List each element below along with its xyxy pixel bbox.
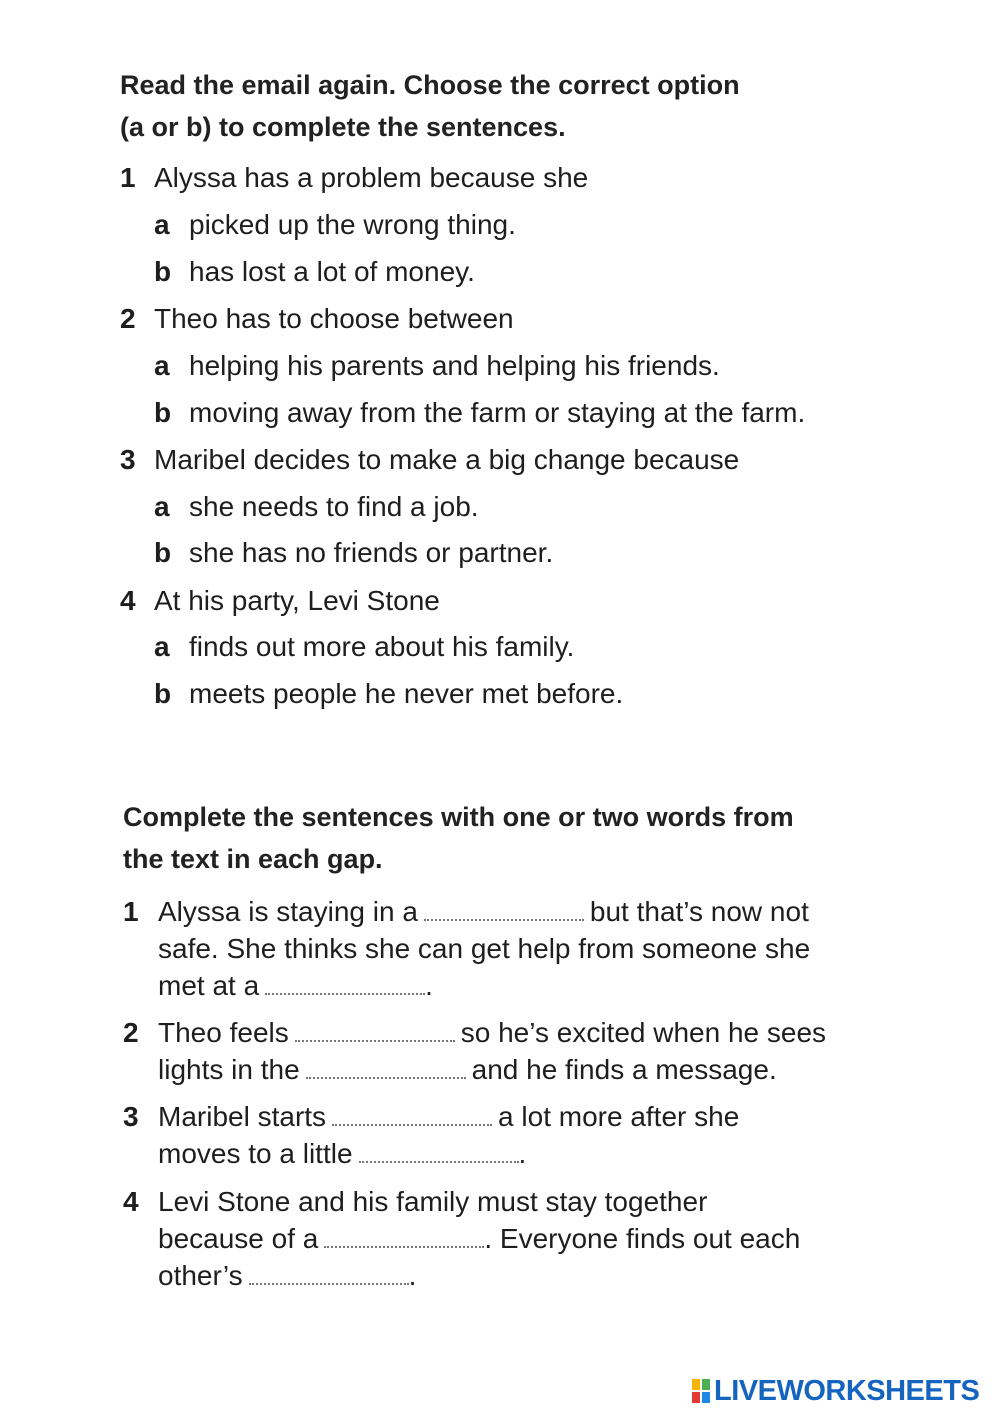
- option-text: finds out more about his family.: [189, 631, 575, 662]
- item-text: but that’s now not: [589, 896, 809, 927]
- item-line: [158, 1183, 707, 1221]
- option-text: helping his parents and helping his friends.: [189, 350, 720, 381]
- item-line: [158, 1051, 777, 1089]
- answer-gap[interactable]: [295, 1038, 455, 1042]
- item-line: [158, 893, 809, 931]
- question-number: 2: [120, 303, 136, 334]
- item-text: .: [408, 1260, 417, 1291]
- item-line: [158, 1135, 526, 1173]
- option-letter-b: b: [154, 256, 172, 287]
- item-text: safe. She thinks she can get help from someone she: [158, 933, 811, 964]
- option-letter-b: b: [154, 397, 172, 428]
- item-text: . Everyone finds out each: [484, 1223, 801, 1254]
- part1-heading: [120, 64, 740, 148]
- item-text: other’s: [158, 1260, 243, 1291]
- question-number: 3: [120, 444, 136, 475]
- item-text: because of a: [158, 1223, 319, 1254]
- item-line: [158, 1098, 739, 1136]
- liveworksheets-logo[interactable]: [692, 1374, 979, 1408]
- option-letter-b: b: [154, 537, 172, 568]
- part2-heading-line2: the text in each gap.: [123, 844, 383, 874]
- item-text: .: [425, 970, 433, 1001]
- part1-heading-line2: (a or b) to complete the sentences.: [120, 112, 566, 142]
- question-number: 4: [120, 585, 136, 616]
- item-line: [158, 1257, 416, 1295]
- item-text: Maribel starts: [158, 1101, 327, 1132]
- part2-heading-line1: Complete the sentences with one or two words from: [123, 802, 794, 832]
- item-number: 4: [123, 1186, 139, 1217]
- option-text: has lost a lot of money.: [189, 256, 475, 287]
- option-text: meets people he never met before.: [189, 678, 624, 709]
- item-text: Theo feels: [158, 1017, 289, 1048]
- item-text: .: [518, 1138, 527, 1169]
- item-number: 2: [123, 1017, 139, 1048]
- answer-gap[interactable]: [249, 1281, 409, 1285]
- question-stem: At his party, Levi Stone: [154, 585, 440, 616]
- item-line: [158, 1220, 800, 1258]
- question-stem: Theo has to choose between: [154, 303, 514, 334]
- item-text: so he’s excited when he sees: [460, 1017, 827, 1048]
- item-text: moves to a little: [158, 1138, 353, 1169]
- question-stem: Maribel decides to make a big change because: [154, 444, 740, 475]
- question-number: 1: [120, 162, 136, 193]
- item-text: and he finds a message.: [471, 1054, 777, 1085]
- liveworksheets-logo-text: LIVEWORKSHEETS: [714, 1374, 980, 1407]
- option-letter-a: a: [154, 209, 170, 240]
- item-line: [158, 1014, 826, 1052]
- item-text: a lot more after she: [498, 1101, 740, 1132]
- option-text: moving away from the farm or staying at the farm.: [189, 397, 806, 428]
- option-text: picked up the wrong thing.: [189, 209, 516, 240]
- answer-gap[interactable]: [265, 991, 425, 995]
- liveworksheets-logo-icon: [692, 1379, 710, 1403]
- option-text: she has no friends or partner.: [189, 537, 554, 568]
- part1-heading-line1: Read the email again. Choose the correct option: [120, 70, 740, 100]
- item-line: [158, 967, 433, 1005]
- item-number: 3: [123, 1101, 139, 1132]
- answer-gap[interactable]: [306, 1075, 466, 1079]
- option-letter-a: a: [154, 350, 170, 381]
- answer-gap[interactable]: [424, 917, 584, 921]
- answer-gap[interactable]: [332, 1122, 492, 1126]
- question-stem: Alyssa has a problem because she: [154, 162, 589, 193]
- answer-gap[interactable]: [324, 1244, 484, 1248]
- item-text: lights in the: [158, 1054, 300, 1085]
- item-number: 1: [123, 896, 139, 927]
- answer-gap[interactable]: [359, 1159, 519, 1163]
- item-text: Levi Stone and his family must stay together: [158, 1186, 708, 1217]
- option-letter-a: a: [154, 631, 170, 662]
- item-line: [158, 930, 810, 968]
- part2-heading: [123, 796, 794, 880]
- option-text: she needs to find a job.: [189, 491, 479, 522]
- option-letter-a: a: [154, 491, 170, 522]
- option-letter-b: b: [154, 678, 172, 709]
- item-text: Alyssa is staying in a: [158, 896, 418, 927]
- item-text: met at a: [158, 970, 260, 1001]
